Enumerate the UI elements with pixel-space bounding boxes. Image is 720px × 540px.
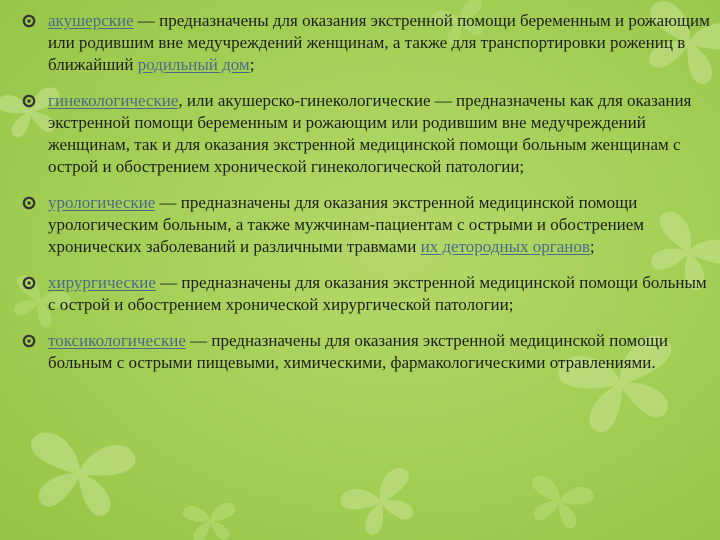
list-item-toxicological bbox=[20, 330, 710, 374]
circle-bullet-icon bbox=[22, 276, 36, 290]
item-text-end: ; bbox=[589, 237, 595, 256]
link-obstetric[interactable]: акушерские bbox=[48, 11, 134, 30]
link-maternity-hospital[interactable]: родильный дом bbox=[137, 55, 250, 74]
circle-bullet-icon bbox=[22, 94, 36, 108]
item-text: — предназначены для оказания экстренной помощи беременным и рожающим или родившим вне медучреждений женщинам, а также для транспортировки рожениц в ближайший bbox=[48, 11, 710, 74]
list-item-surgical bbox=[20, 272, 710, 316]
link-urological[interactable]: урологические bbox=[48, 193, 156, 212]
bullet-list bbox=[20, 10, 710, 388]
list-item-urological bbox=[20, 192, 710, 258]
link-toxicological[interactable]: токсикологические bbox=[48, 331, 186, 350]
item-text: — предназначены для оказания экстренной медицинской помощи больным с острыми пищевыми, химическими, фармакологическими отравлениями. bbox=[48, 331, 668, 372]
link-gynecological[interactable]: гинекологические bbox=[48, 91, 179, 110]
circle-bullet-icon bbox=[22, 334, 36, 348]
circle-bullet-icon bbox=[22, 14, 36, 28]
list-item-obstetric bbox=[20, 10, 710, 76]
item-text: , или акушерско-гинекологические — предназначены как для оказания экстренной помощи беременным и рожающим или родившим вне медучреждений женщинам, так и для оказания экстренной медицинской помощи больным женщинам с острой и обострением хронической гинекологической патологии; bbox=[48, 91, 692, 176]
circle-bullet-icon bbox=[22, 196, 36, 210]
link-surgical[interactable]: хирургические bbox=[48, 273, 156, 292]
item-text: — предназначены для оказания экстренной медицинской помощи больным с острой и обострением хронической хирургической патологии; bbox=[48, 273, 707, 314]
item-text-end: ; bbox=[249, 55, 255, 74]
list-item-gynecological bbox=[20, 90, 710, 178]
item-text: — предназначены для оказания экстренной медицинской помощи урологическим больным, а также мужчинам-пациентам с острыми и обострением хронических заболеваний и различными травмами bbox=[48, 193, 645, 256]
link-reproductive-organs[interactable]: их детородных органов bbox=[420, 237, 590, 256]
